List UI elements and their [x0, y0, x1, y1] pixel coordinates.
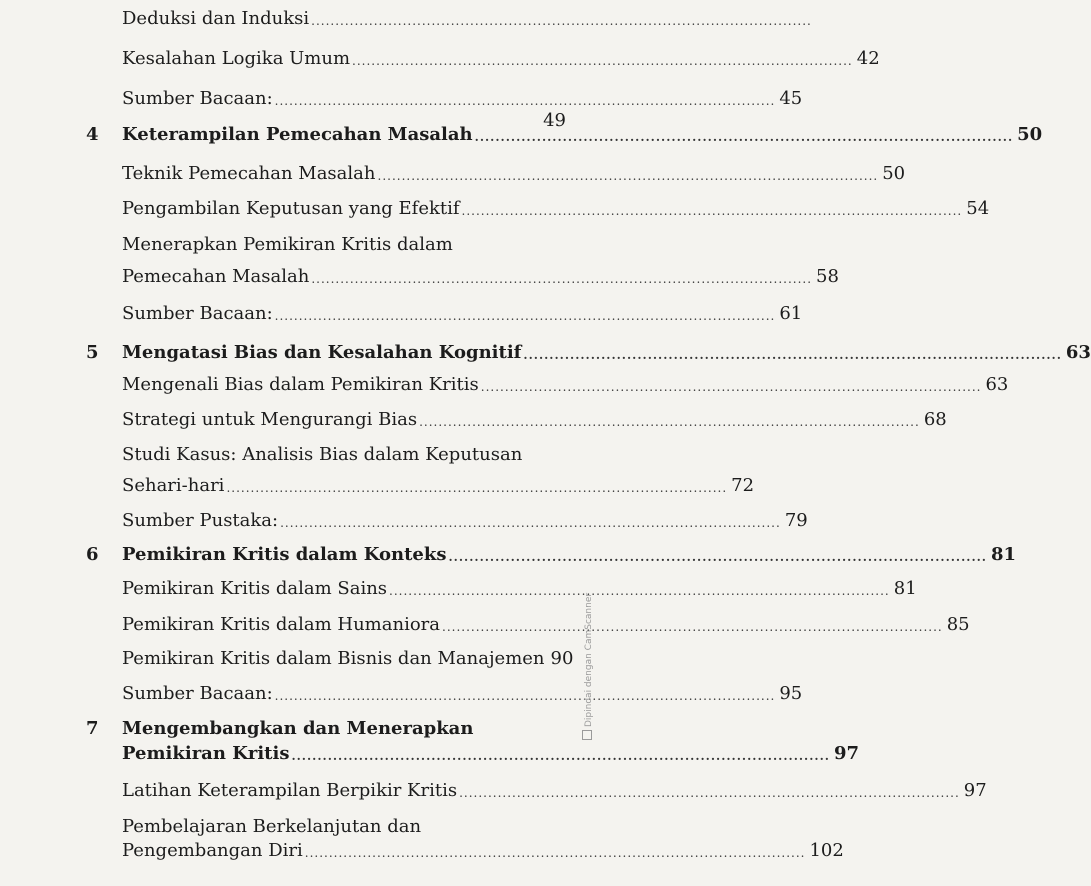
toc-entry — [122, 48, 880, 70]
leader-dots: ........................................................................................................ — [523, 348, 1062, 362]
toc-entry-title: Mengenali Bias dalam Pemikiran Kritis — [122, 374, 479, 395]
toc-entry-title: Sumber Pustaka: — [122, 510, 279, 531]
leader-dots: ........................................................................................................ — [377, 169, 879, 183]
toc-entry — [122, 374, 1009, 396]
toc-entry — [122, 780, 987, 802]
toc-entry-title: Strategi untuk Mengurangi Bias — [122, 409, 418, 430]
chapter-title: Pemikiran Kritis — [122, 743, 290, 764]
toc-entry-page: 79 — [784, 510, 808, 531]
toc-entry — [122, 683, 803, 705]
toc-entry-page: 63 — [985, 374, 1009, 395]
toc-entry-page: 49 — [543, 110, 566, 131]
toc-entry-page: 68 — [923, 409, 947, 430]
toc-entry-page: 61 — [779, 303, 803, 324]
toc-entry-title: Sumber Bacaan: — [122, 88, 273, 109]
leader-dots: ........................................................................................................ — [480, 380, 982, 394]
toc-entry-title: Deduksi dan Induksi — [122, 8, 310, 29]
toc-entry-page: 81 — [893, 578, 917, 599]
toc-entry — [122, 303, 803, 325]
leader-dots: ........................................................................................................ — [274, 309, 776, 323]
leader-dots: ........................................................................................................ — [442, 620, 943, 634]
toc-entry — [122, 614, 970, 636]
chapter-number: 4 — [86, 124, 99, 145]
chapter-page: 81 — [990, 544, 1017, 565]
toc-entry-page: 102 — [809, 840, 844, 861]
chapter-title-line1: Mengembangkan dan Menerapkan — [122, 718, 474, 739]
leader-dots: ........................................................................................................ — [226, 481, 728, 495]
chapter-page: 50 — [1017, 124, 1043, 145]
toc-entry — [122, 578, 917, 600]
toc-chapter — [86, 124, 1043, 146]
toc-entry-title: Latihan Keterampilan Berpikir Kritis — [122, 780, 458, 801]
toc-entry-page: 54 — [966, 198, 990, 219]
chapter-page: 63 — [1065, 342, 1091, 363]
leader-dots: ........................................................................................................ — [474, 130, 1014, 144]
toc-entry — [122, 648, 574, 670]
leader-dots: ........................................................................................................ — [274, 689, 776, 703]
toc-entry — [122, 840, 844, 862]
chapter-title: Keterampilan Pemecahan Masalah — [122, 124, 473, 145]
leader-dots: ........................................................................................................ — [419, 415, 920, 429]
leader-dots: ........................................................................................................ — [274, 94, 776, 108]
toc-entry-page: 97 — [963, 780, 987, 801]
toc-entry — [122, 198, 990, 220]
chapter-number: 5 — [86, 342, 99, 363]
toc-entry-page: 42 — [856, 48, 880, 69]
toc-chapter — [86, 342, 1091, 364]
toc-entry-title: Pemecahan Masalah — [122, 266, 310, 287]
leader-dots: ........................................................................................................ — [461, 204, 963, 218]
toc-entry-page: 58 — [816, 266, 839, 287]
toc-entry-title: Pengambilan Keputusan yang Efektif — [122, 198, 460, 219]
toc-entry — [122, 8, 812, 30]
toc-entry-page: 50 — [882, 163, 906, 184]
toc-entry — [122, 409, 947, 431]
leader-dots: ........................................................................................................ — [389, 584, 890, 598]
toc-entry-title: Pemikiran Kritis dalam Humaniora — [122, 614, 440, 635]
toc-entry — [122, 88, 803, 110]
toc-entry — [122, 163, 906, 185]
camscanner-icon — [582, 730, 592, 740]
leader-dots: ........................................................................................................ — [311, 14, 812, 28]
toc-entry-page: 45 — [779, 88, 803, 109]
toc-entry-line1: Menerapkan Pemikiran Kritis dalam — [122, 234, 453, 255]
watermark-text: Dipindai dengan CamScanner — [584, 592, 594, 727]
scanner-watermark — [582, 593, 594, 740]
toc-entry-page: 95 — [779, 683, 803, 704]
toc-entry-page: 72 — [731, 475, 755, 496]
leader-dots: ........................................................................................................ — [448, 550, 987, 564]
toc-entry-page: 90 — [550, 648, 574, 669]
toc-entry — [122, 475, 755, 497]
chapter-number: 7 — [86, 718, 99, 739]
toc-chapter — [122, 743, 859, 765]
leader-dots: ........................................................................................................ — [459, 786, 960, 800]
toc-entry-line1: Pembelajaran Berkelanjutan dan — [122, 816, 422, 837]
toc-entry-title: Kesalahan Logika Umum — [122, 48, 351, 69]
toc-entry-title: Sehari-hari — [122, 475, 225, 496]
toc-entry-title: Pemikiran Kritis dalam Sains — [122, 578, 388, 599]
toc-entry-page: 85 — [946, 614, 970, 635]
chapter-page: 97 — [833, 743, 859, 764]
leader-dots: ........................................................................................................ — [280, 516, 781, 530]
chapter-title: Mengatasi Bias dan Kesalahan Kognitif — [122, 342, 522, 363]
toc-entry-title: Pemikiran Kritis dalam Bisnis dan Manajemen — [122, 648, 545, 669]
leader-dots: ........................................................................................................ — [311, 272, 813, 286]
leader-dots: ........................................................................................................ — [304, 846, 806, 860]
toc-entry-title: Teknik Pemecahan Masalah — [122, 163, 376, 184]
leader-dots: ........................................................................................................ — [291, 749, 830, 763]
toc-entry-title: Sumber Bacaan: — [122, 683, 273, 704]
toc-entry-title: Pengembangan Diri — [122, 840, 303, 861]
toc-entry — [122, 510, 808, 532]
chapter-number: 6 — [86, 544, 99, 565]
toc-entry — [122, 266, 839, 288]
leader-dots: ........................................................................................................ — [352, 54, 853, 68]
chapter-title: Pemikiran Kritis dalam Konteks — [122, 544, 447, 565]
toc-entry-line1: Studi Kasus: Analisis Bias dalam Keputusan — [122, 444, 523, 465]
toc-chapter — [86, 544, 1017, 566]
toc-entry-title: Sumber Bacaan: — [122, 303, 273, 324]
